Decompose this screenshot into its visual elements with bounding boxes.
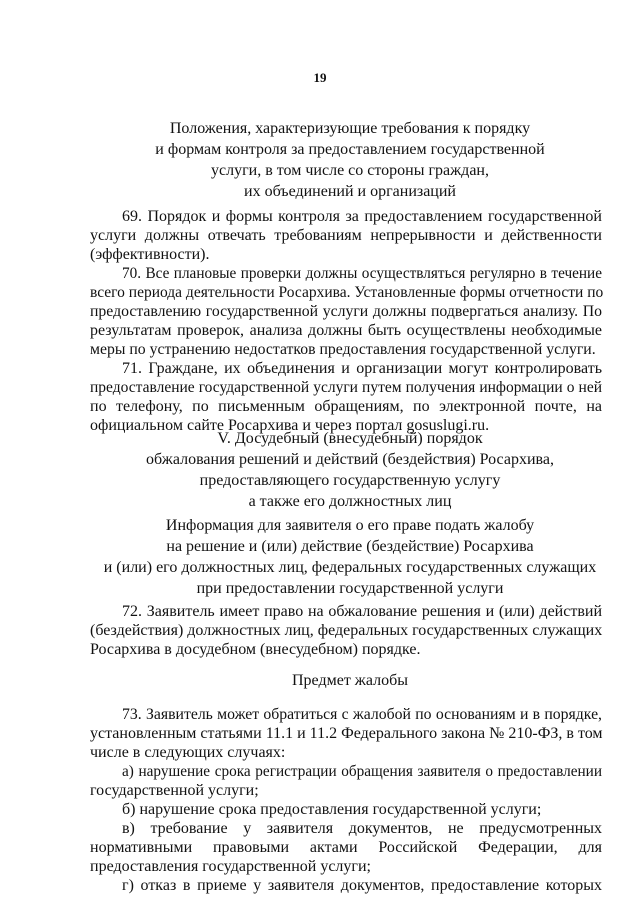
text-line: государственной услуги;	[90, 782, 259, 799]
text-line: а) нарушение срока регистрации обращения заявителя о предоставлении	[122, 763, 602, 780]
heading-line: обжалования решений и действий (бездействия) Росархива,	[146, 451, 554, 468]
text-line: (бездействия) должностных лиц, федеральных государственных служащих	[90, 622, 603, 639]
text-line: числе в следующих случаях:	[90, 744, 286, 761]
text-line: (эффективности).	[90, 246, 210, 263]
paragraph-71	[90, 359, 602, 435]
section-heading-info	[80, 515, 620, 599]
text-line: 73. Заявитель может обратиться с жалобой по основаниям и в порядке,	[122, 706, 602, 723]
text-line: установленным статьями 11.1 и 11.2 Федерального закона № 210-ФЗ, в том	[90, 725, 603, 742]
text-line: г) отказ в приеме у заявителя документов, предоставление которых	[122, 877, 602, 894]
paragraph-70	[90, 264, 602, 359]
text-line: по телефону, по письменным обращениям, по электронной почте, на	[90, 398, 602, 415]
text-line: 69. Порядок и формы контроля за предоставлением государственной	[122, 208, 602, 225]
heading-line: услуги, в том числе со стороны граждан,	[211, 162, 489, 179]
text-line: 71. Граждане, их объединения и организации могут контролировать	[122, 360, 602, 377]
paragraph-72	[90, 602, 602, 659]
text-line: предоставления государственной услуги;	[90, 858, 371, 875]
heading-line: и формам контроля за предоставлением государственной	[155, 141, 545, 158]
text-line: результатам проверок, анализа должны быть осуществлены необходимые	[90, 322, 602, 339]
text-line: Росархива в досудебном (внесудебном) порядке.	[90, 641, 421, 658]
heading-line: Информация для заявителя о его праве подать жалобу	[165, 517, 535, 534]
text-line: предоставление государственной услуги путем получения информации о ней	[90, 379, 602, 396]
paragraph-73	[90, 705, 602, 762]
heading-line: а также его должностных лиц	[248, 493, 452, 510]
heading-line: Положения, характеризующие требования к порядку	[169, 120, 531, 137]
list-item-b	[90, 800, 602, 819]
heading-line: Предмет жалобы	[292, 672, 408, 689]
text-line: в) требование у заявителя документов, не предусмотренных	[122, 820, 602, 837]
heading-line: и (или) его должностных лиц, федеральных государственных служащих	[103, 559, 597, 576]
list-item-v	[90, 819, 602, 876]
text-line: услуги должны отвечать требованиям непрерывности и действенности	[90, 227, 602, 244]
text-line: б) нарушение срока предоставления государственной услуги;	[122, 801, 542, 818]
section-heading-subject	[80, 670, 620, 691]
text-line: официальном сайте Росархива и через портал gosuslugi.ru.	[90, 417, 490, 434]
heading-line: на решение и (или) действие (бездействие) Росархива	[166, 538, 534, 555]
heading-line: их объединений и организаций	[244, 183, 456, 200]
section-heading-v	[80, 428, 620, 512]
section-heading-control	[80, 118, 620, 202]
text-line: 72. Заявитель имеет право на обжалование решения и (или) действий	[122, 603, 602, 620]
list-item-g	[90, 876, 602, 895]
text-line: всего периода деятельности Росархива. Установленные формы отчетности по	[90, 284, 604, 301]
heading-line: предоставляющего государственную услугу	[199, 472, 501, 489]
text-line: меры по устранению недостатков предоставления государственной услуги.	[90, 341, 596, 358]
list-item-a	[90, 762, 602, 800]
text-line: 70. Все плановые проверки должны осуществляться регулярно в течение	[122, 265, 602, 282]
heading-line: при предоставлении государственной услуги	[196, 580, 504, 597]
paragraph-69	[90, 207, 602, 264]
text-line: нормативными правовыми актами Российской Федерации, для	[90, 839, 602, 856]
page-number: 19	[313, 70, 327, 85]
heading-line: V. Досудебный (внесудебный) порядок	[217, 430, 483, 447]
text-line: предоставлению государственной услуги должны подвергаться анализу. По	[90, 303, 602, 320]
